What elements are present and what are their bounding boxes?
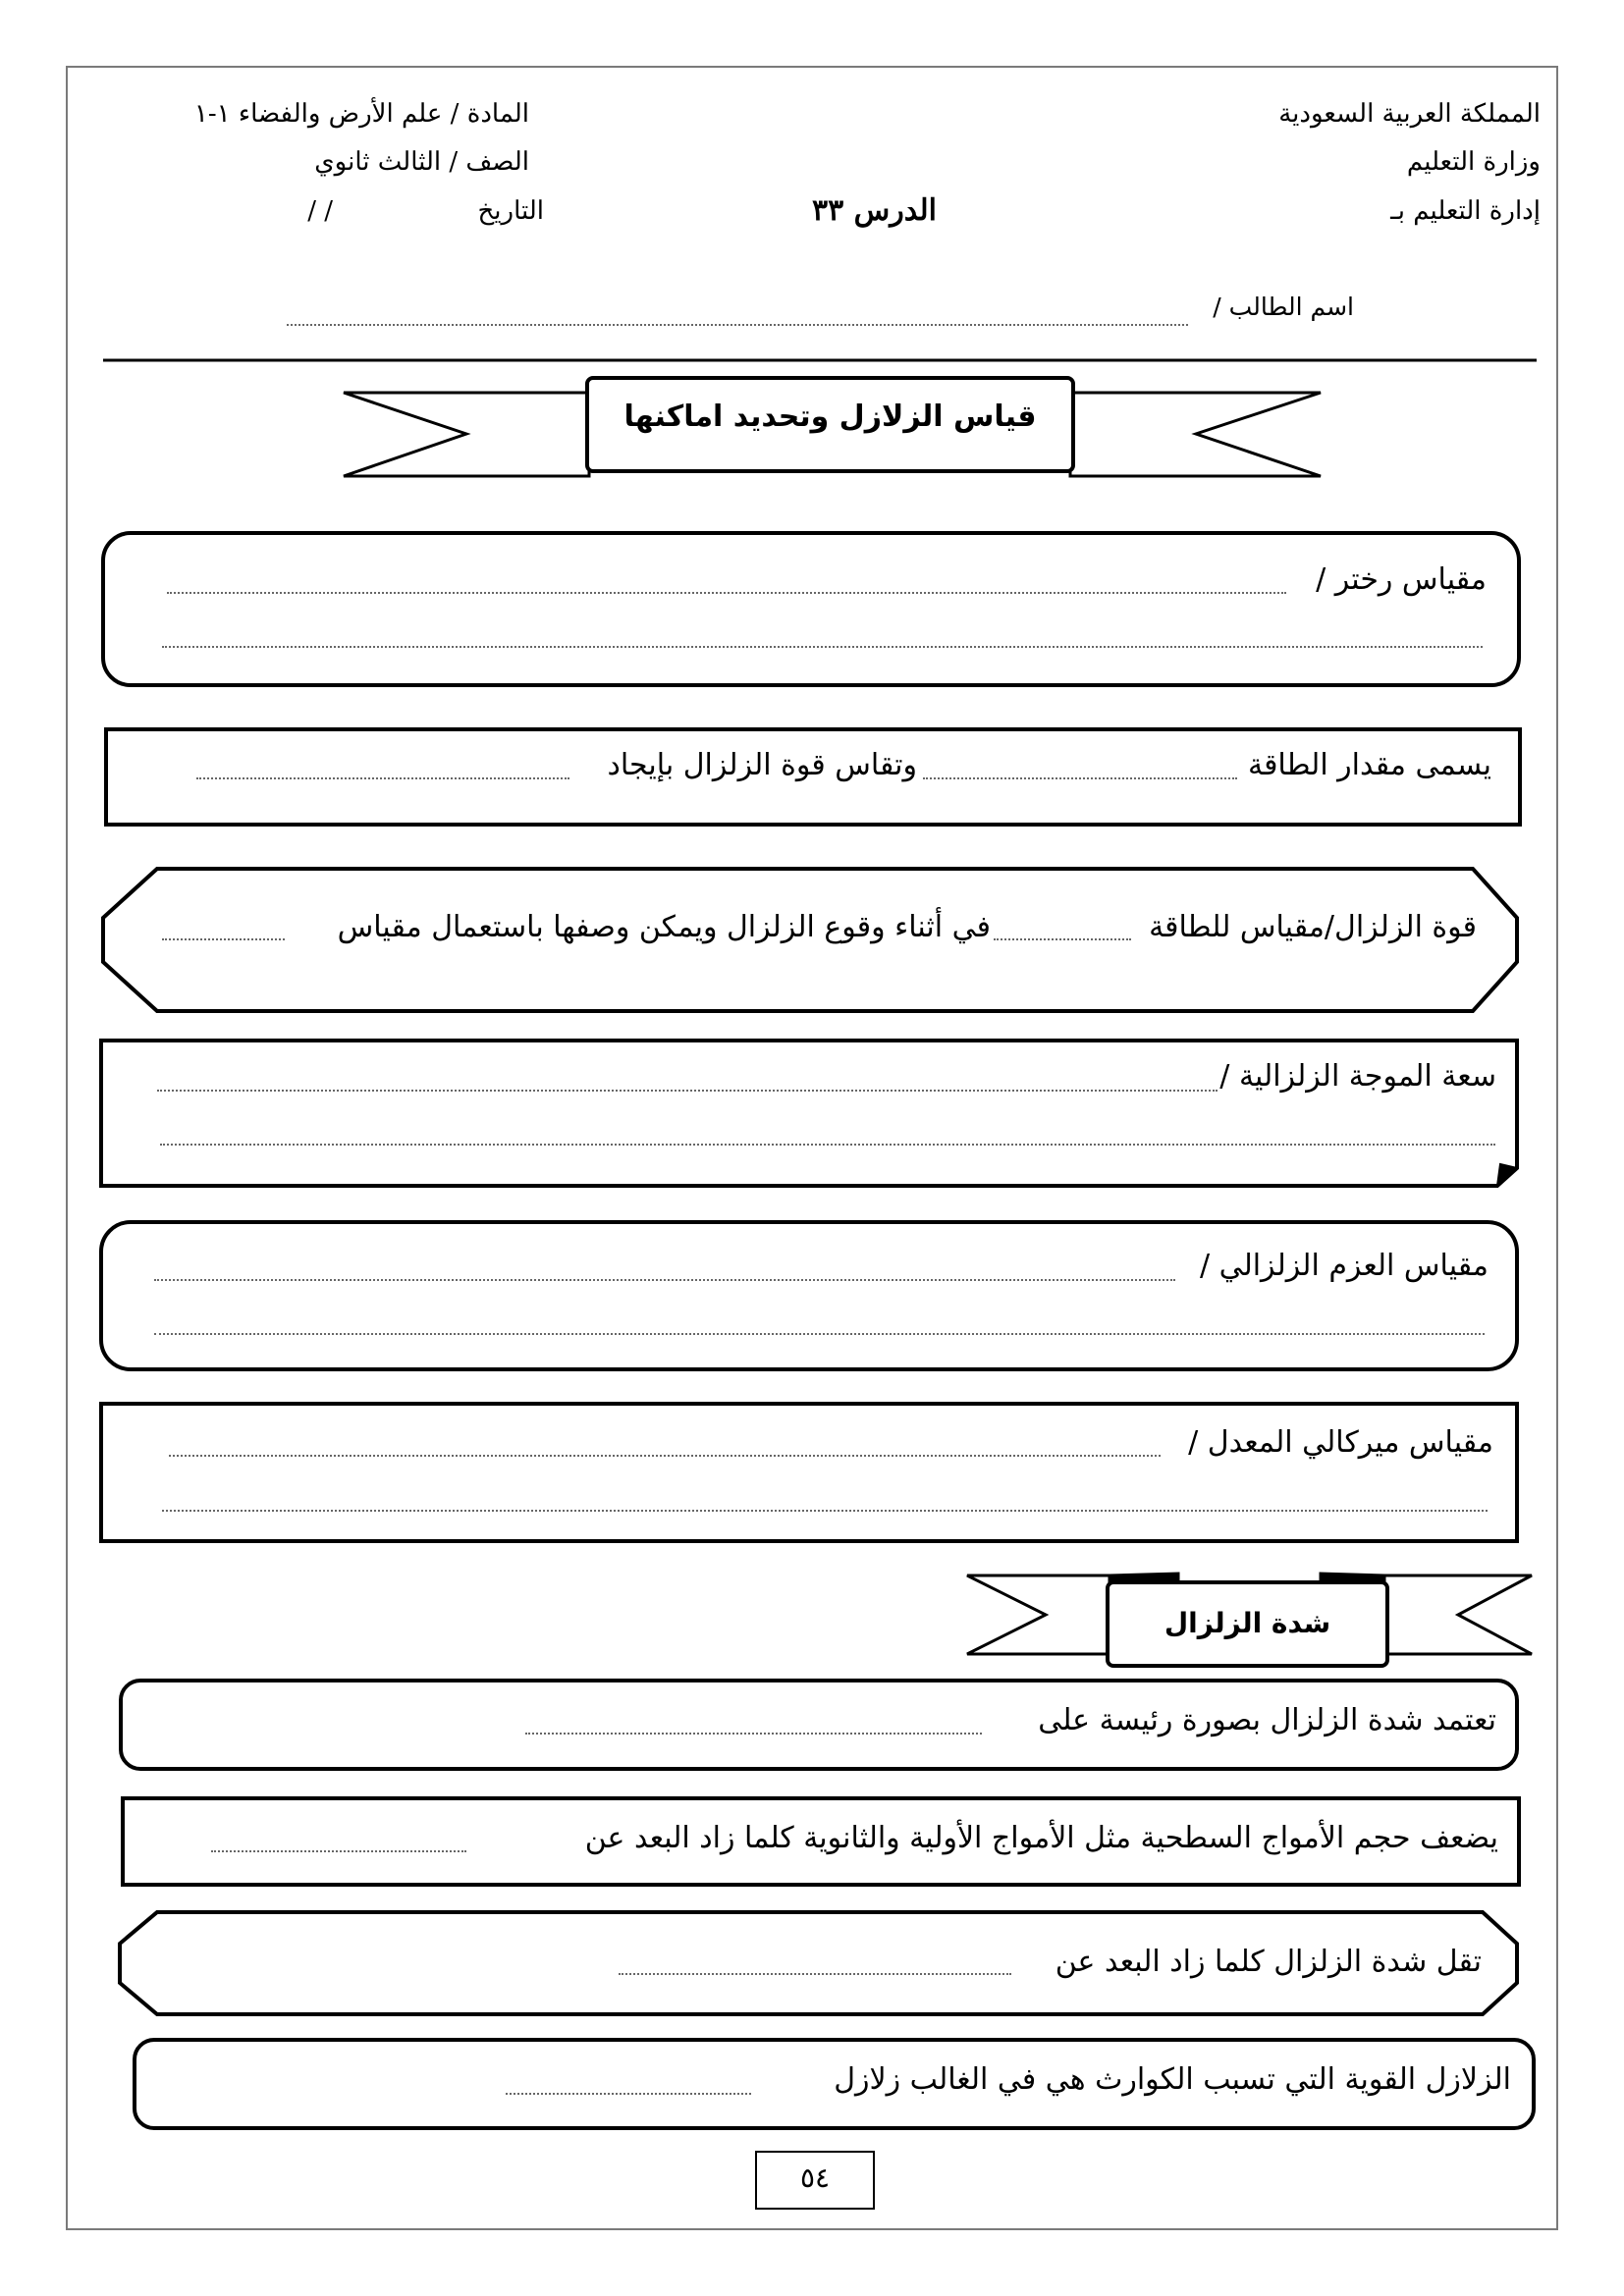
moment-label: مقياس العزم الزلزالي /	[1199, 1249, 1489, 1283]
amplitude-label: سعة الموجة الزلزالية /	[1219, 1059, 1496, 1094]
moment-answer-line-1[interactable]	[154, 1279, 1175, 1281]
mercalli-label: مقياس ميركالي المعدل /	[1188, 1425, 1493, 1460]
student-name-field[interactable]	[287, 324, 1188, 326]
decrease-blank[interactable]	[619, 1973, 1011, 1975]
strength-blank-2[interactable]	[162, 938, 285, 940]
header-date-slashes: / /	[307, 196, 333, 226]
richter-answer-line-2[interactable]	[162, 646, 1483, 648]
amplitude-answer-line-2[interactable]	[160, 1144, 1495, 1146]
header-kingdom: المملكة العربية السعودية	[1278, 99, 1541, 129]
strength-text-a: قوة الزلزال/مقياس للطاقة	[1149, 910, 1477, 944]
header-date-label: التاريخ	[477, 196, 544, 226]
magnitude-text-a: يسمى مقدار الطاقة	[1248, 748, 1491, 782]
lesson-title: الدرس ٣٣	[811, 193, 937, 228]
moment-answer-line-2[interactable]	[154, 1333, 1485, 1335]
header-grade: الصف / الثالث ثانوي	[314, 147, 529, 177]
depends-blank[interactable]	[525, 1733, 982, 1735]
strength-text-b: في أثناء وقوع الزلزال ويمكن وصفها باستعمال مقياس	[337, 910, 991, 944]
banner1-title: قياس الزلازل وتحديد اماكنها	[623, 400, 1037, 434]
magnitude-blank-1[interactable]	[923, 777, 1237, 779]
box-moment	[101, 1222, 1517, 1369]
strength-blank-1[interactable]	[994, 938, 1131, 940]
strong-blank[interactable]	[506, 2093, 751, 2095]
header-department: إدارة التعليم بـ	[1390, 196, 1541, 226]
banner2-title: شدة الزلزال	[1164, 1607, 1331, 1639]
amplitude-answer-line-1[interactable]	[157, 1090, 1218, 1092]
student-name-label: اسم الطالب /	[1213, 293, 1354, 321]
strong-text: الزلازل القوية التي تسبب الكوارث هي في الغالب زلازل	[834, 2062, 1511, 2097]
richter-label: مقياس رختر /	[1316, 562, 1487, 597]
page-number: ٥٤	[799, 2162, 831, 2194]
box-richter	[103, 533, 1519, 685]
weaken-text: يضعف حجم الأمواج السطحية مثل الأمواج الأولية والثانوية كلما زاد البعد عن	[584, 1821, 1498, 1855]
mercalli-answer-line-1[interactable]	[169, 1455, 1161, 1457]
weaken-blank[interactable]	[211, 1850, 466, 1852]
decrease-text: تقل شدة الزلزال كلما زاد البعد عن	[1055, 1945, 1482, 1979]
mercalli-answer-line-2[interactable]	[162, 1510, 1488, 1512]
header-subject: المادة / علم الأرض والفضاء ١-١	[193, 99, 529, 129]
depends-text: تعتمد شدة الزلزال بصورة رئيسة على	[1038, 1703, 1496, 1737]
box-mercalli	[101, 1404, 1517, 1541]
richter-answer-line-1[interactable]	[167, 592, 1286, 594]
magnitude-blank-2[interactable]	[196, 777, 569, 779]
magnitude-text-b: وتقاس قوة الزلزال بإيجاد	[607, 748, 917, 782]
header-ministry: وزارة التعليم	[1406, 147, 1541, 177]
